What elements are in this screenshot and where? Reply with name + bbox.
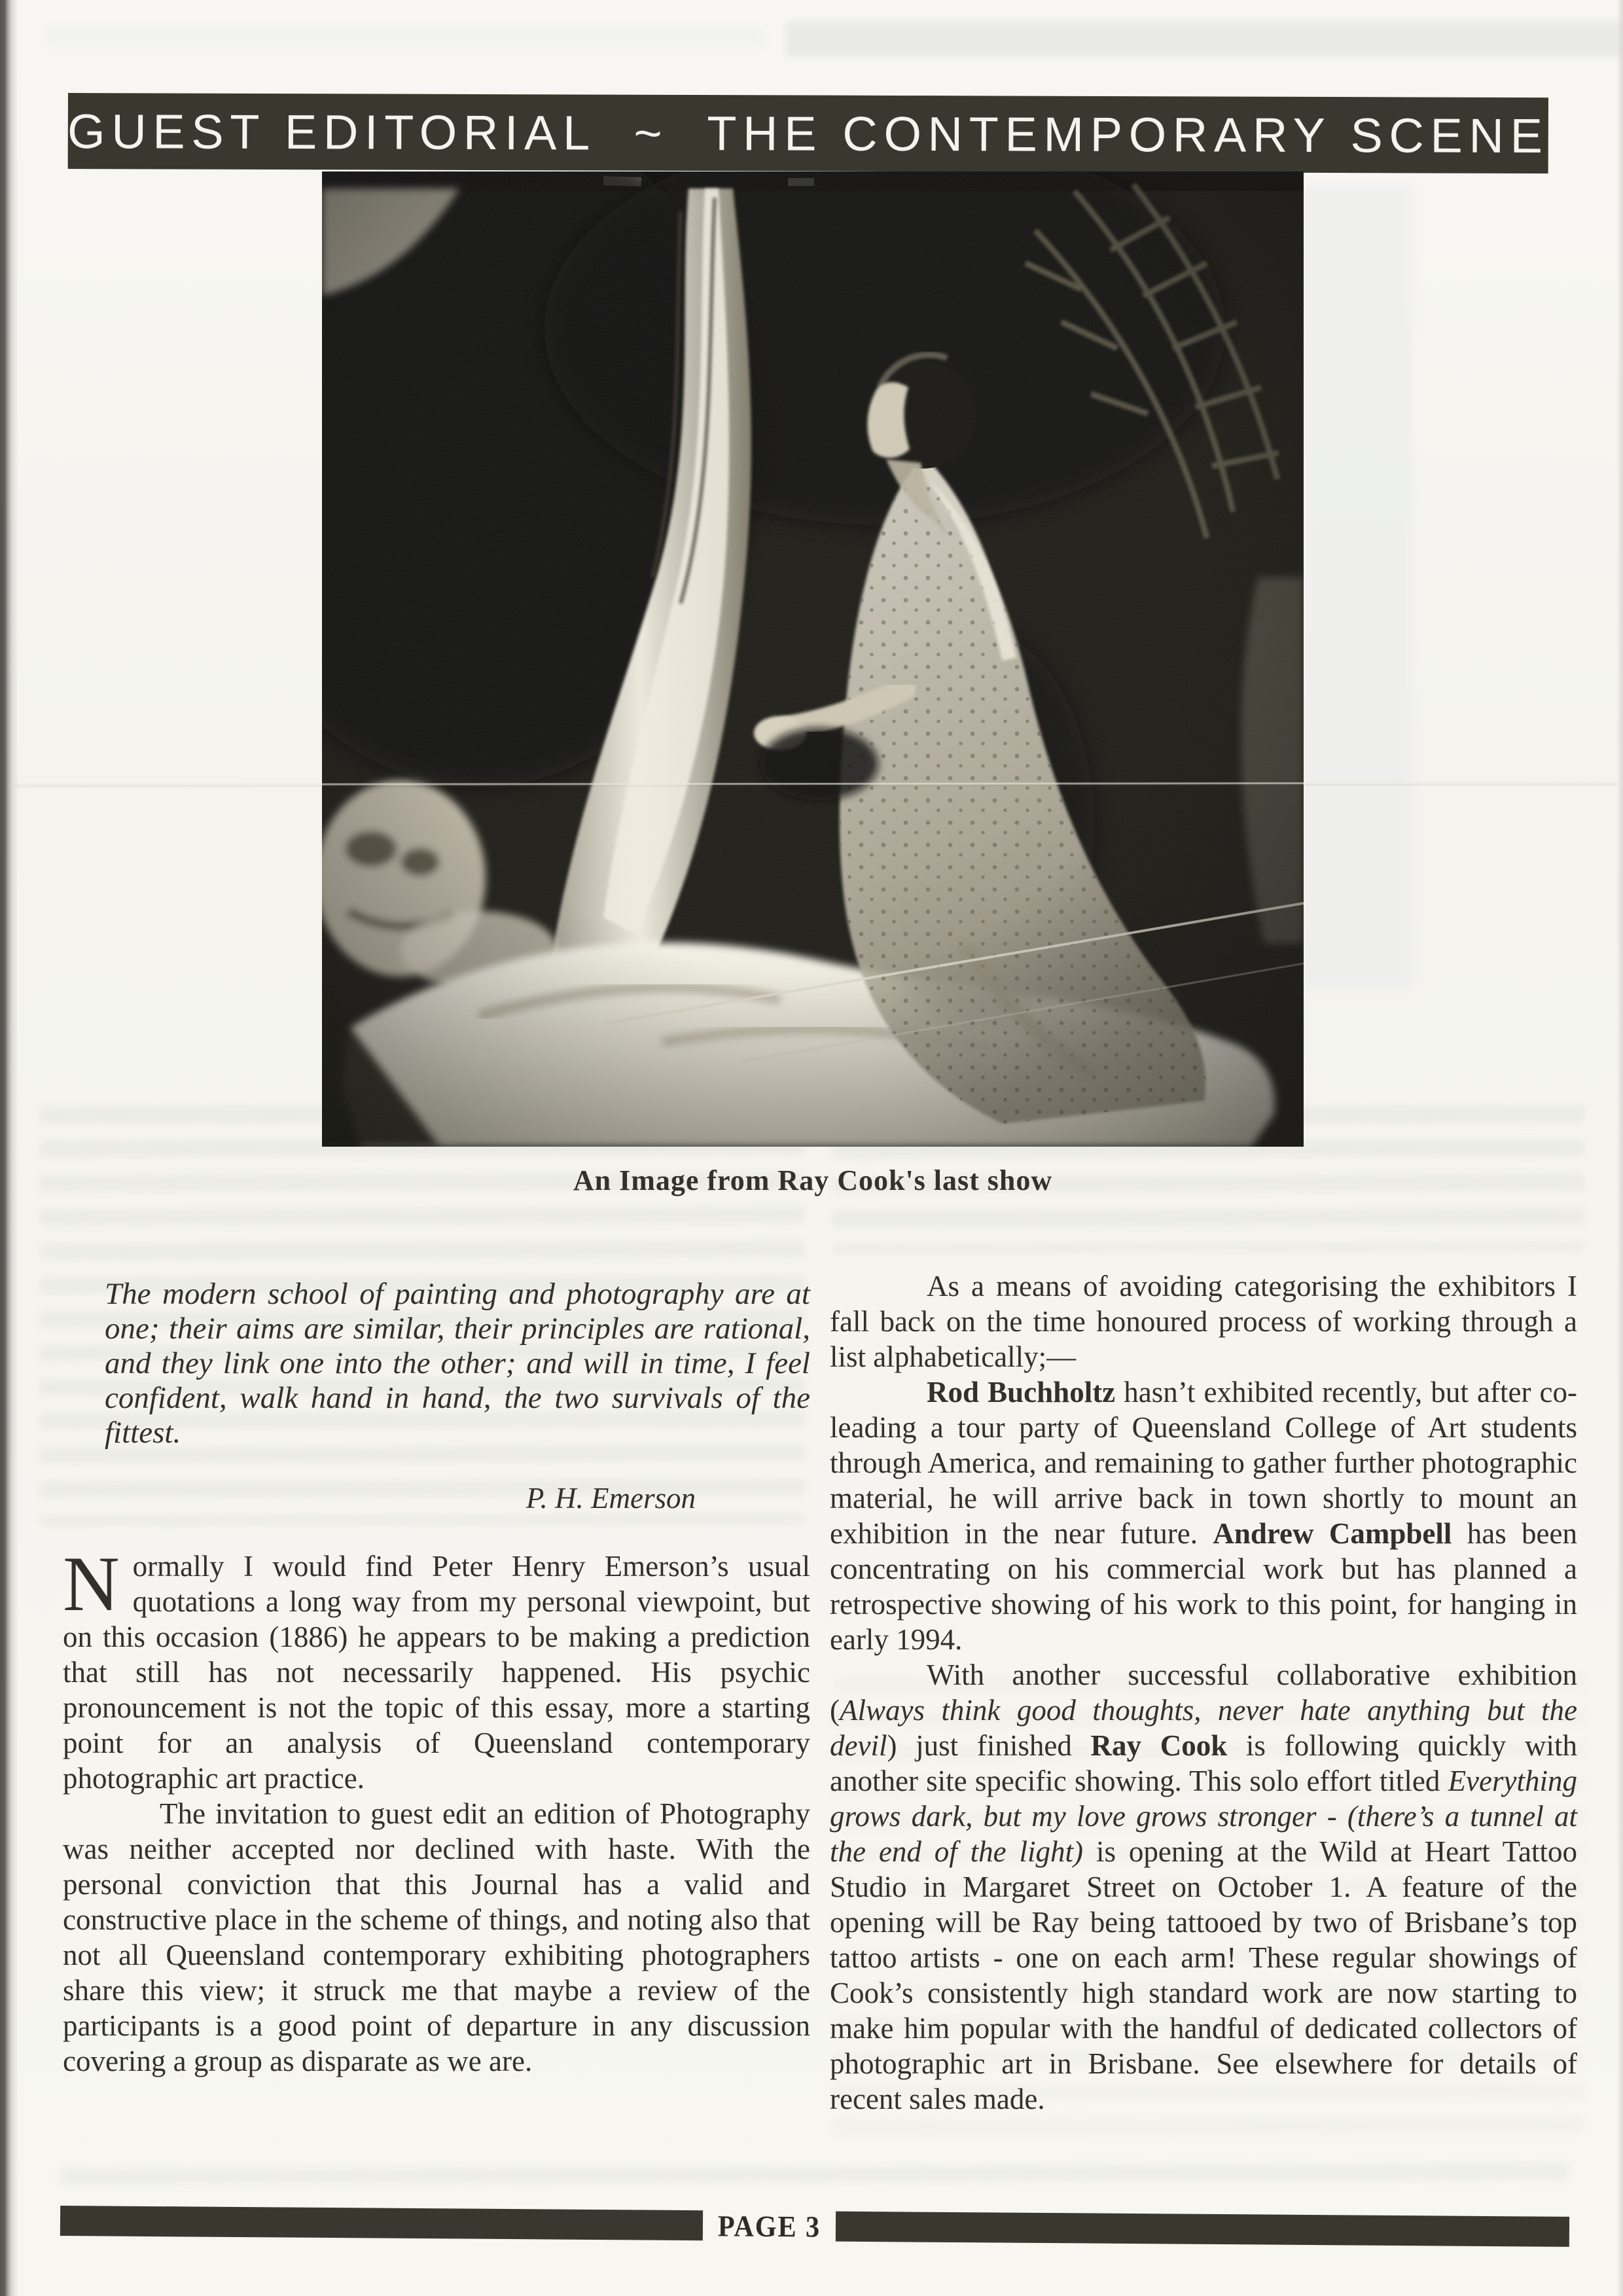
paragraph-normally <box>63 1540 810 1796</box>
scan-shading-patch <box>785 21 1623 58</box>
scan-shading-patch <box>1304 185 1414 990</box>
photo-caption: An Image from Ray Cook's last show <box>573 1164 1053 1196</box>
pull-quote-text: The modern school of painting and photography are at one; their aims are similar, their principles are rational, and they link one into the other; and will in time, I feel confident, walk hand in hand, the two survivals of the fittest. <box>105 1277 810 1450</box>
footer-rule-left <box>60 2206 703 2240</box>
paragraph-invitation: The invitation to guest edit an edition of Photography was neither accepted nor declined with haste. With the personal conviction that this Journal has a valid and constructive place in the scheme of things, and noting also that not all Queensland contemporary exhibiting photographers share this view; it struck me that maybe a review of the participants is a good point of departure in any discussion covering a group as disparate as we are. <box>63 1797 810 2077</box>
page-number: PAGE 3 <box>717 2208 821 2244</box>
right-column <box>830 1268 1577 2117</box>
paragraph-normally-text: ormally I would find Peter Henry Emerson’s usual quotations a long way from my personal viewpoint, but on this occasion (1886) he appears to be making a prediction that still has not necessarily happened. His psychic pronouncement is not the topic of this essay, more a starting point for an analysis of Queensland contemporary photographic art practice. <box>63 1550 810 1795</box>
left-column <box>63 1540 810 2079</box>
section-banner-title: GUEST EDITORIAL ~ THE CONTEMPORARY SCENE <box>67 103 1549 163</box>
photo <box>322 171 1304 1147</box>
page-footer <box>60 2203 1569 2250</box>
footer-rule-right <box>836 2212 1569 2247</box>
photo-illustration <box>322 171 1304 1147</box>
page-scan-edge-right <box>1616 0 1623 2296</box>
pull-quote-attribution: P. H. Emerson <box>526 1482 696 1515</box>
paragraph-intro-alphabetical: As a means of avoiding categorising the exhibitors I fall back on the time honoured process of working through a list alphabetically;— <box>830 1270 1577 1373</box>
page-scan-edge-left <box>0 0 18 2296</box>
pull-quote <box>105 1246 810 1516</box>
paragraph-rod-buchholtz: Rod Buchholtz hasn’t exhibited recently, but after co-leading a tour party of Queensland College of Art students through America, and remaining to gather further photographic material, he will arrive back in town shortly to mount an exhibition in the near future. Andrew Campbell has been concentrating on his commercial work but has planned a retrospective showing of his work to this point, for hanging in early 1994. <box>830 1376 1577 1656</box>
paragraph-ray-cook: With another successful collaborative exhibition (Always think good thoughts, never hate anything but the devil) just finished Ray Cook is following quickly with another site specific showing. This solo effort titled Everything grows dark, but my love grows stronger - (there’s a tunnel at the end of the light) is opening at the Wild at Heart Tattoo Studio in Margaret Street on October 1. A feature of the opening will be Ray being tattooed by two of Brisbane’s top tattoo artists - one on each arm! These regular showings of Cook’s consistently high standard work are now starting to make him popular with the handful of dedicated collectors of photographic art in Brisbane. See elsewhere for details of recent sales made. <box>830 1659 1577 2115</box>
scan-shading-patch <box>46 26 766 48</box>
drop-cap: N <box>63 1540 120 1627</box>
section-banner <box>68 93 1548 173</box>
bleedthrough-ghost <box>60 2164 1569 2191</box>
